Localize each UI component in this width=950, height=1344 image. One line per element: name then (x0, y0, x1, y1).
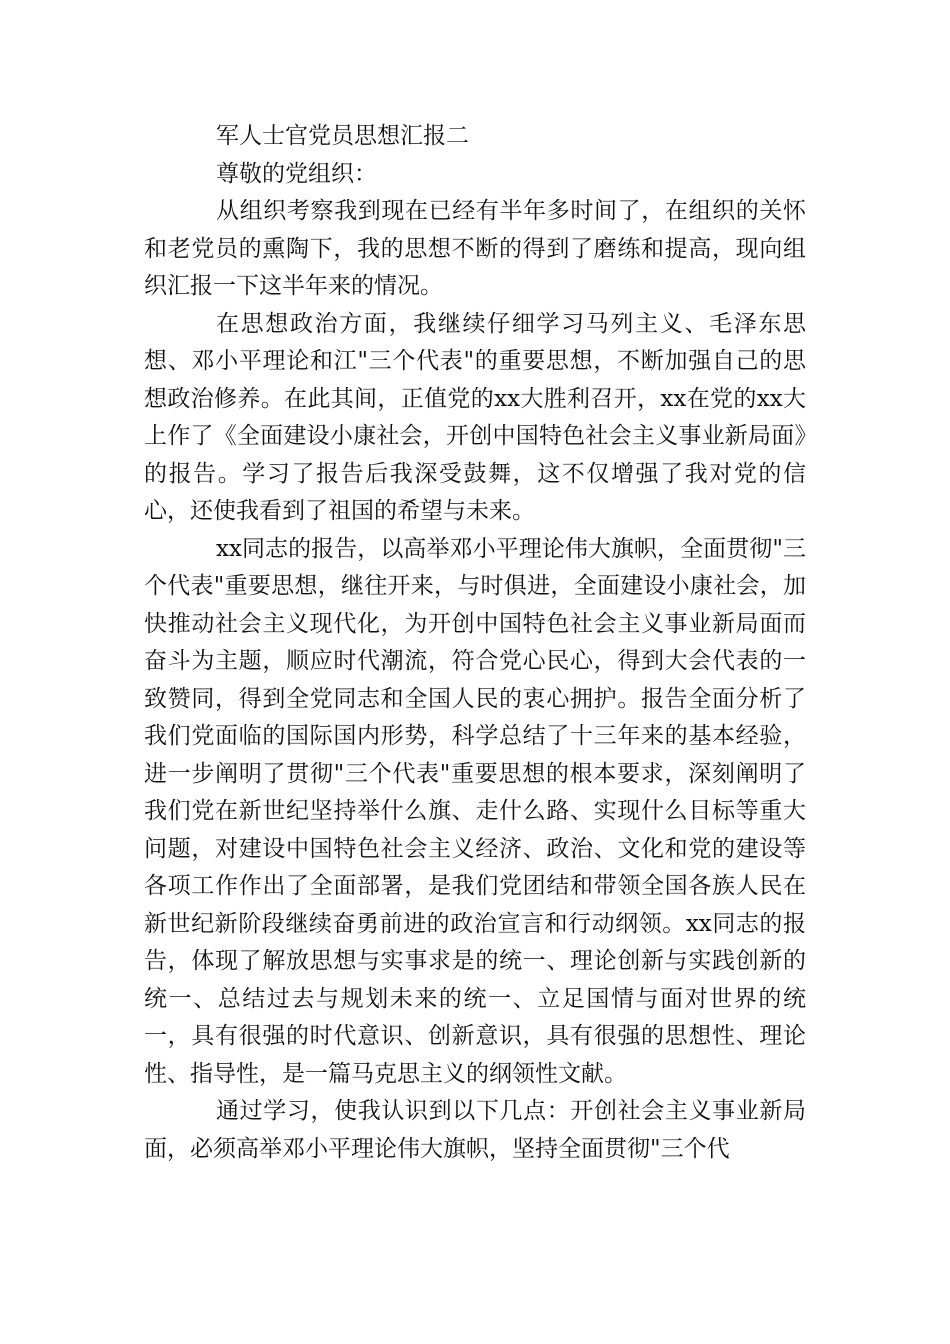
paragraph-2: 在思想政治方面，我继续仔细学习马列主义、毛泽东思想、邓小平理论和江"三个代表"的重要思想，不断加强自己的思想政治修养。在此其间，正值党的xx大胜利召开，xx在党的xx大上作了《全面建设小康社会，开创中国特色社会主义事业新局面》的报告。学习了报告后我深受鼓舞，这不仅增强了我对党的信心，还使我看到了祖国的希望与未来。 (144, 310, 806, 524)
salutation: 尊敬的党组织： (216, 160, 377, 187)
document-body (144, 118, 806, 1168)
document-title: 军人士官党员思想汇报二 (216, 123, 469, 149)
paragraph-3: xx同志的报告，以高举邓小平理论伟大旗帜，全面贯彻"三个代表"重要思想，继往开来，与时俱进，全面建设小康社会，加快推动社会主义现代化，为开创中国特色社会主义事业新局面而奋斗为主题，顺应时代潮流，符合党心民心，得到大会代表的一致赞同，得到全党同志和全国人民的衷心拥护。报告全面分析了我们党面临的国际国内形势，科学总结了十三年来的基本经验，进一步阐明了贯彻"三个代表"重要思想的根本要求，深刻阐明了我们党在新世纪坚持举什么旗、走什么路、实现什么目标等重大问题，对建设中国特色社会主义经济、政治、文化和党的建设等各项工作作出了全面部署，是我们党团结和带领全国各族人民在新世纪新阶段继续奋勇前进的政治宣言和行动纲领。xx同志的报告，体现了解放思想与实事求是的统一、理论创新与实践创新的统一、总结过去与规划未来的统一、立足国情与面对世界的统一，具有很强的时代意识、创新意识，具有很强的思想性、理论性、指导性，是一篇马克思主义的纲领性文献。 (144, 535, 806, 1087)
paragraph-1: 从组织考察我到现在已经有半年多时间了，在组织的关怀和老党员的熏陶下，我的思想不断的得到了磨练和提高，现向组织汇报一下这半年来的情况。 (144, 198, 806, 299)
paragraph-4: 通过学习，使我认识到以下几点：开创社会主义事业新局面，必须高举邓小平理论伟大旗帜，坚持全面贯彻"三个代 (144, 1098, 806, 1162)
